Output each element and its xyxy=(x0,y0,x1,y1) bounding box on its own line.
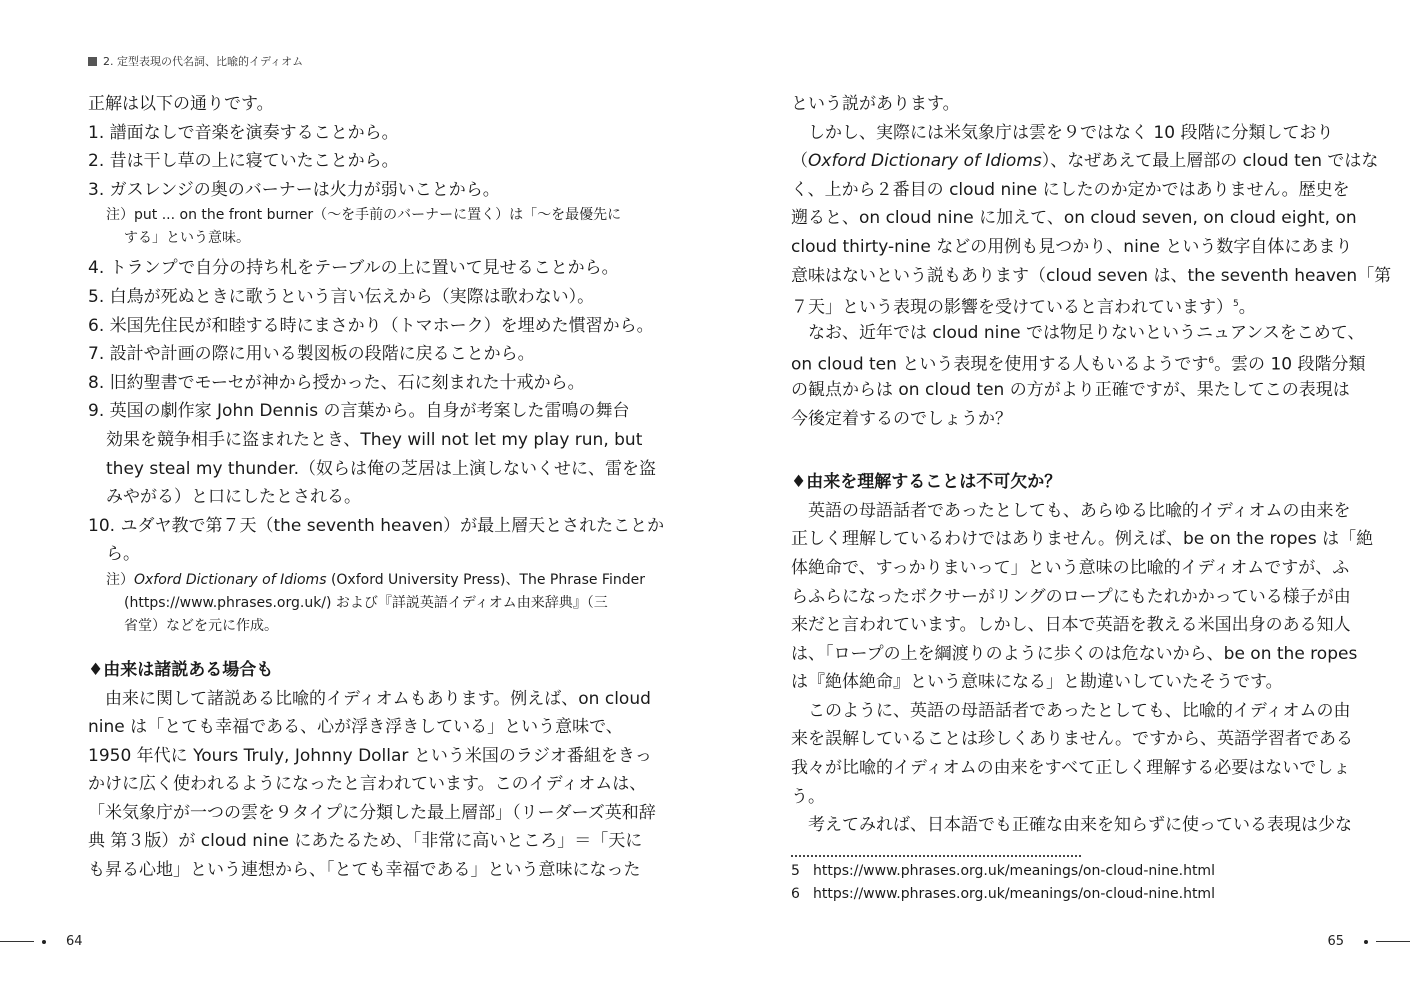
footnote-6-url: https://www.phrases.org.uk/meanings/on-cloud-nine.html xyxy=(813,886,1215,902)
paragraph-line: しかし、実際には米気象庁は雲を９ではなく 10 段階に分類しており xyxy=(808,122,1334,143)
paragraph-line: 1950 年代に Yours Truly, Johnny Dollar という米国のラジオ番組をきっ xyxy=(88,745,652,766)
footnote-6: 6 https://www.phrases.org.uk/meanings/on-cloud-nine.html xyxy=(791,886,1215,902)
paragraph-line: nine は「とても幸福である、心が浮き浮きしている」という意味で、 xyxy=(88,717,623,738)
footnotes xyxy=(791,860,1215,906)
paragraph-line: （Oxford Dictionary of Idioms）、なぜあえて最上層部の cloud ten ではな xyxy=(791,151,1379,172)
paragraph-line: の観点からは on cloud ten の方がより正確ですが、果たしてこの表現は xyxy=(791,379,1350,400)
left-body-text xyxy=(88,90,665,885)
paragraph-line: 今後定着するのでしょうか？ xyxy=(791,408,1012,429)
source-title: Oxford Dictionary of Idioms xyxy=(808,151,1042,172)
right-page xyxy=(705,0,1410,1000)
answer-3: 3. ガスレンジの奥のバーナーは火力が弱いことから。 xyxy=(88,179,500,200)
running-head-text: 2. 定型表現の代名詞、比喩的イディオム xyxy=(103,55,304,68)
paragraph-line: 来を誤解していることは珍しくありません。ですから、英語学習者である xyxy=(791,729,1354,750)
paragraph-line: 来だと言われています。しかし、日本で英語を教える米国出身のある知人 xyxy=(791,615,1351,636)
folio-left xyxy=(0,934,83,949)
note-1-line-1: 注）put ... on the front burner（〜を手前のバーナーに置く）は「〜を最優先に xyxy=(106,207,622,224)
section-square-icon xyxy=(88,57,97,66)
footnote-divider xyxy=(791,855,1081,857)
paragraph-line: 正しく理解しているわけではありません。例えば、be on the ropes は「絶 xyxy=(791,529,1374,550)
paragraph-line: は、「ロープの上を綱渡りのように歩くのは危ないから、be on the ropes xyxy=(791,643,1358,664)
paragraph-line: という説があります。 xyxy=(791,94,960,114)
footnote-5-url: https://www.phrases.org.uk/meanings/on-cloud-nine.html xyxy=(813,863,1215,879)
paragraph-line: う。 xyxy=(791,786,825,807)
paragraph-line: 遡ると、on cloud nine に加えて、on cloud seven, on cloud eight, on xyxy=(791,208,1357,229)
paragraph-line: 由来に関して諸説ある比喩的イディオムもあります。例えば、on cloud xyxy=(105,688,651,709)
paragraph-line: 我々が比喩的イディオムの由来をすべて正しく理解する必要はないでしょ xyxy=(791,758,1351,779)
note-2-line-3: 省堂）などを元に作成。 xyxy=(124,617,278,634)
paragraph-line: 体絶命で、すっかりまいって」という意味の比喩的イディオムですが、ふ xyxy=(791,557,1350,578)
answer-8: 8. 旧約聖書でモーセが神から授かった、石に刻まれた十戒から。 xyxy=(88,372,585,393)
paragraph-line: 「米気象庁が一つの雲を９タイプに分類した最上層部」（リーダーズ英和辞 xyxy=(88,802,656,823)
paragraph-line: 考えてみれば、日本語でも正確な由来を知らずに使っている表現は少な xyxy=(808,815,1352,836)
paragraph-line: かけに広く使われるようになったと言われています。このイディオムは、 xyxy=(88,774,647,795)
answer-10-line-1: 10. ユダヤ教で第７天（the seventh heaven）が最上層天とされたことか xyxy=(88,515,665,536)
paragraph-line: は『絶体絶命』という意味になる」と勘違いしていたそうです。 xyxy=(791,672,1283,693)
paragraph-line: 典 第３版）が cloud nine にあたるため、「非常に高いところ」＝「天に xyxy=(88,831,643,852)
footnote-ref-5: 5 xyxy=(1233,299,1239,310)
section-heading-origins: ♦由来は諸説ある場合も xyxy=(88,659,274,680)
answer-9-line-2: 効果を競争相手に盗まれたとき、They will not let my play run, but xyxy=(106,429,643,450)
section-heading-understanding: ♦由来を理解することは不可欠か？ xyxy=(791,472,1062,493)
answer-5: 5. 白鳥が死ぬときに歌うという言い伝えから（実際は歌わない）。 xyxy=(88,286,595,307)
footnote-ref-6: 6 xyxy=(1208,356,1215,367)
answer-9-line-1: 9. 英国の劇作家 John Dennis の言葉から。自身が考案した雷鳴の舞台 xyxy=(88,401,630,422)
answer-4: 4. トランプで自分の持ち札をテーブルの上に置いて見せることから。 xyxy=(88,258,619,279)
paragraph-line: も昇る心地」という連想から、「とても幸福である」という意味になった xyxy=(88,860,641,881)
paragraph-line: このように、英語の母語話者であったとしても、比喩的イディオムの由 xyxy=(808,700,1351,721)
footnote-5: 5 https://www.phrases.org.uk/meanings/on-cloud-nine.html xyxy=(791,863,1215,879)
paragraph-line: 意味はないという説もあります（cloud seven は、the seventh heaven「第 xyxy=(791,265,1392,286)
answer-1: 1. 譜面なしで音楽を演奏することから。 xyxy=(88,122,399,143)
answer-9-line-4: みやがる）と口にしたとされる。 xyxy=(106,487,361,508)
right-body-text xyxy=(791,90,1392,840)
note-1-line-2: する」という意味。 xyxy=(124,230,250,247)
paragraph-line: く、上から２番目の cloud nine にしたのか定かではありません。歴史を xyxy=(791,179,1350,200)
answer-9-line-3: they steal my thunder.（奴らは俺の芝居は上演しないくせに、雷を盗 xyxy=(106,458,656,479)
answer-7: 7. 設計や計画の際に用いる製図板の段階に戻ることから。 xyxy=(88,344,535,365)
answer-2: 2. 昔は干し草の上に寝ていたことから。 xyxy=(88,151,399,172)
paragraph-line: cloud thirty-nine などの用例も見つかり、nine という数字自体にあまり xyxy=(791,236,1353,257)
folio-right xyxy=(1327,934,1410,949)
folio-dot-icon xyxy=(42,940,46,944)
answer-10-line-2: ら。 xyxy=(106,544,140,565)
answer-6: 6. 米国先住民が和睦する時にまさかり（トマホーク）を埋めた慣習から。 xyxy=(88,315,654,336)
paragraph-line: らふらになったボクサーがリングのロープにもたれかかっている様子が由 xyxy=(791,586,1351,607)
paragraph-line: ７天」という表現の影響を受けていると言われています）$^5$。 xyxy=(791,297,1256,318)
paragraph-line: on cloud ten という表現を使用する人もいるようです$^6$。雲の 10 段階分類 xyxy=(791,355,1366,375)
folio-dot-icon xyxy=(1364,940,1368,944)
page-number-left: 64 xyxy=(66,934,83,949)
page-number-right: 65 xyxy=(1327,934,1344,949)
note-2-line-2: (https://www.phrases.org.uk/) および『詳説英語イディオム由来辞典』（三 xyxy=(124,594,608,611)
note-2-source-title: Oxford Dictionary of Idioms xyxy=(134,571,327,588)
paragraph-line: 英語の母語話者であったとしても、あらゆる比喩的イディオムの由来を xyxy=(808,500,1351,521)
note-2-line-1: 注）Oxford Dictionary of Idioms (Oxford University Press)、The Phrase Finder xyxy=(106,571,645,588)
paragraph-line: なお、近年では cloud nine では物足りないというニュアンスをこめて、 xyxy=(808,322,1365,343)
running-head xyxy=(88,53,303,69)
answer-intro: 正解は以下の通りです。 xyxy=(88,94,274,114)
